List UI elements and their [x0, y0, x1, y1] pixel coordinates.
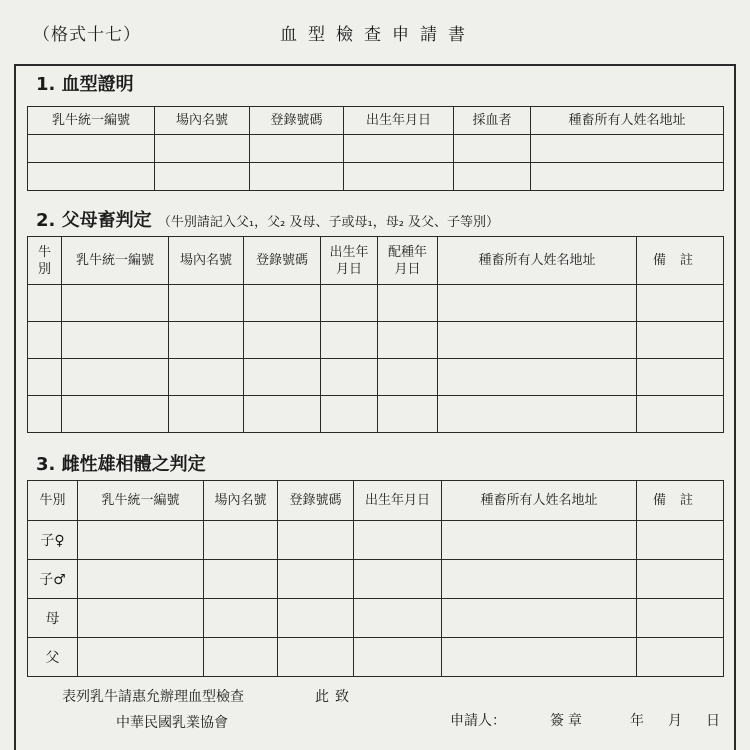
s1-col-birth-date: 出生年月日 [344, 107, 454, 135]
section1-title: 1. 血型證明 [36, 74, 134, 95]
table-cell[interactable] [442, 521, 637, 560]
table-row [28, 599, 724, 638]
table-cell[interactable] [169, 359, 244, 396]
footer-association: 中華民國乳業協會 [116, 715, 228, 731]
table-cell[interactable] [454, 163, 531, 191]
s2-col-reg-number: 登錄號碼 [244, 237, 321, 285]
table-cell[interactable] [204, 638, 278, 677]
s1-col-reg-number: 登錄號碼 [250, 107, 344, 135]
table-cell[interactable] [438, 396, 637, 433]
footer-day: 日 [706, 713, 720, 729]
form-code: （格式十七） [33, 25, 141, 45]
table-cell[interactable] [531, 135, 724, 163]
section3-table [27, 480, 724, 677]
table-cell[interactable] [637, 521, 724, 560]
s1-col-owner-name-address: 種畜所有人姓名地址 [531, 107, 724, 135]
s2-col-cattle-id: 乳牛統一編號 [62, 237, 169, 285]
table-cell[interactable] [454, 135, 531, 163]
table-cell[interactable] [250, 135, 344, 163]
s2-col-remarks: 備註 [637, 237, 724, 285]
table-cell[interactable] [438, 322, 637, 359]
section1-table [27, 106, 724, 191]
table-cell[interactable] [244, 359, 321, 396]
table-cell[interactable] [155, 135, 250, 163]
s3-col-cattle-id: 乳牛統一編號 [78, 481, 204, 521]
table-cell[interactable] [169, 322, 244, 359]
table-cell[interactable] [637, 560, 724, 599]
form-title: 血型檢查申請書 [280, 25, 476, 45]
table-cell[interactable] [28, 322, 62, 359]
table-cell[interactable] [244, 285, 321, 322]
table-cell[interactable] [637, 285, 724, 322]
table-cell[interactable] [344, 135, 454, 163]
table-cell[interactable] [438, 285, 637, 322]
section3-title: 3. 雌性雄相體之判定 [36, 454, 206, 475]
s2-col-owner-name-address: 種畜所有人姓名地址 [438, 237, 637, 285]
s2-col-cattle-type: 牛別 [28, 237, 62, 285]
s2-col-birth-date: 出生年月日 [321, 237, 378, 285]
table-cell[interactable] [378, 285, 438, 322]
row-label-sire: 父 [28, 638, 78, 677]
table-cell[interactable] [442, 599, 637, 638]
table-cell[interactable] [28, 359, 62, 396]
table-cell[interactable] [637, 359, 724, 396]
table-cell[interactable] [204, 599, 278, 638]
section2-title [36, 206, 499, 232]
table-cell[interactable] [78, 638, 204, 677]
s3-col-owner-name-address: 種畜所有人姓名地址 [442, 481, 637, 521]
table-row [28, 285, 724, 322]
table-cell[interactable] [321, 396, 378, 433]
table-cell[interactable] [442, 560, 637, 599]
table-row [28, 638, 724, 677]
table-cell[interactable] [62, 285, 169, 322]
section2-table [27, 236, 724, 433]
table-cell[interactable] [321, 285, 378, 322]
s3-col-birth-date: 出生年月日 [354, 481, 442, 521]
s3-col-farm-name: 場內名號 [204, 481, 278, 521]
s3-col-remarks: 備註 [637, 481, 724, 521]
table-cell[interactable] [637, 396, 724, 433]
table-cell[interactable] [28, 163, 155, 191]
table-cell[interactable] [321, 322, 378, 359]
table-row [28, 163, 724, 191]
table-row [28, 560, 724, 599]
table-cell[interactable] [62, 359, 169, 396]
table-row [28, 396, 724, 433]
table-cell[interactable] [354, 638, 442, 677]
table-row [28, 322, 724, 359]
table-cell[interactable] [637, 638, 724, 677]
table-cell[interactable] [278, 638, 354, 677]
table-cell[interactable] [344, 163, 454, 191]
section2-note: （牛別請記入父₁，父₂ 及母、子或母₁，母₂ 及父、子等別） [157, 215, 500, 230]
table-cell[interactable] [278, 560, 354, 599]
footer-to-text: 此致 [315, 689, 355, 705]
table-cell[interactable] [28, 135, 155, 163]
table-cell[interactable] [204, 521, 278, 560]
table-cell[interactable] [438, 359, 637, 396]
s1-col-blood-collector: 採血者 [454, 107, 531, 135]
row-label-offspring-female: 子♀ [28, 521, 78, 560]
table-cell[interactable] [250, 163, 344, 191]
table-cell[interactable] [28, 396, 62, 433]
table-cell[interactable] [155, 163, 250, 191]
table-cell[interactable] [28, 285, 62, 322]
table-cell[interactable] [78, 599, 204, 638]
table-cell[interactable] [321, 359, 378, 396]
table-cell[interactable] [378, 359, 438, 396]
row-label-offspring-male: 子♂ [28, 560, 78, 599]
footer-year: 年 [630, 713, 644, 729]
table-cell[interactable] [244, 322, 321, 359]
table-cell[interactable] [354, 521, 442, 560]
table-cell[interactable] [354, 599, 442, 638]
table-cell[interactable] [378, 396, 438, 433]
table-cell[interactable] [531, 163, 724, 191]
table-row [28, 521, 724, 560]
table-cell[interactable] [78, 560, 204, 599]
s2-col-breeding-date: 配種年月日 [378, 237, 438, 285]
table-cell[interactable] [62, 322, 169, 359]
s2-col-farm-name: 場內名號 [169, 237, 244, 285]
s1-col-farm-name: 場內名號 [155, 107, 250, 135]
footer-seal: 簽章 [550, 713, 586, 729]
table-cell[interactable] [378, 322, 438, 359]
s3-col-cattle-type: 牛別 [28, 481, 78, 521]
table-cell[interactable] [442, 638, 637, 677]
table-row [28, 135, 724, 163]
section2-title-text: 2. 父母畜判定 [36, 210, 152, 231]
table-cell[interactable] [278, 521, 354, 560]
table-cell[interactable] [62, 396, 169, 433]
footer-request-text: 表列乳牛請惠允辦理血型檢查 [62, 689, 244, 705]
footer-applicant: 申請人： [450, 713, 506, 729]
s3-col-reg-number: 登錄號碼 [278, 481, 354, 521]
table-cell[interactable] [204, 560, 278, 599]
table-cell[interactable] [637, 322, 724, 359]
table-cell[interactable] [637, 599, 724, 638]
table-row [28, 359, 724, 396]
table-cell[interactable] [244, 396, 321, 433]
table-cell[interactable] [354, 560, 442, 599]
footer-month: 月 [668, 713, 682, 729]
table-cell[interactable] [278, 599, 354, 638]
row-label-dam: 母 [28, 599, 78, 638]
table-cell[interactable] [78, 521, 204, 560]
table-cell[interactable] [169, 396, 244, 433]
table-cell[interactable] [169, 285, 244, 322]
s1-col-cattle-id: 乳牛統一編號 [28, 107, 155, 135]
